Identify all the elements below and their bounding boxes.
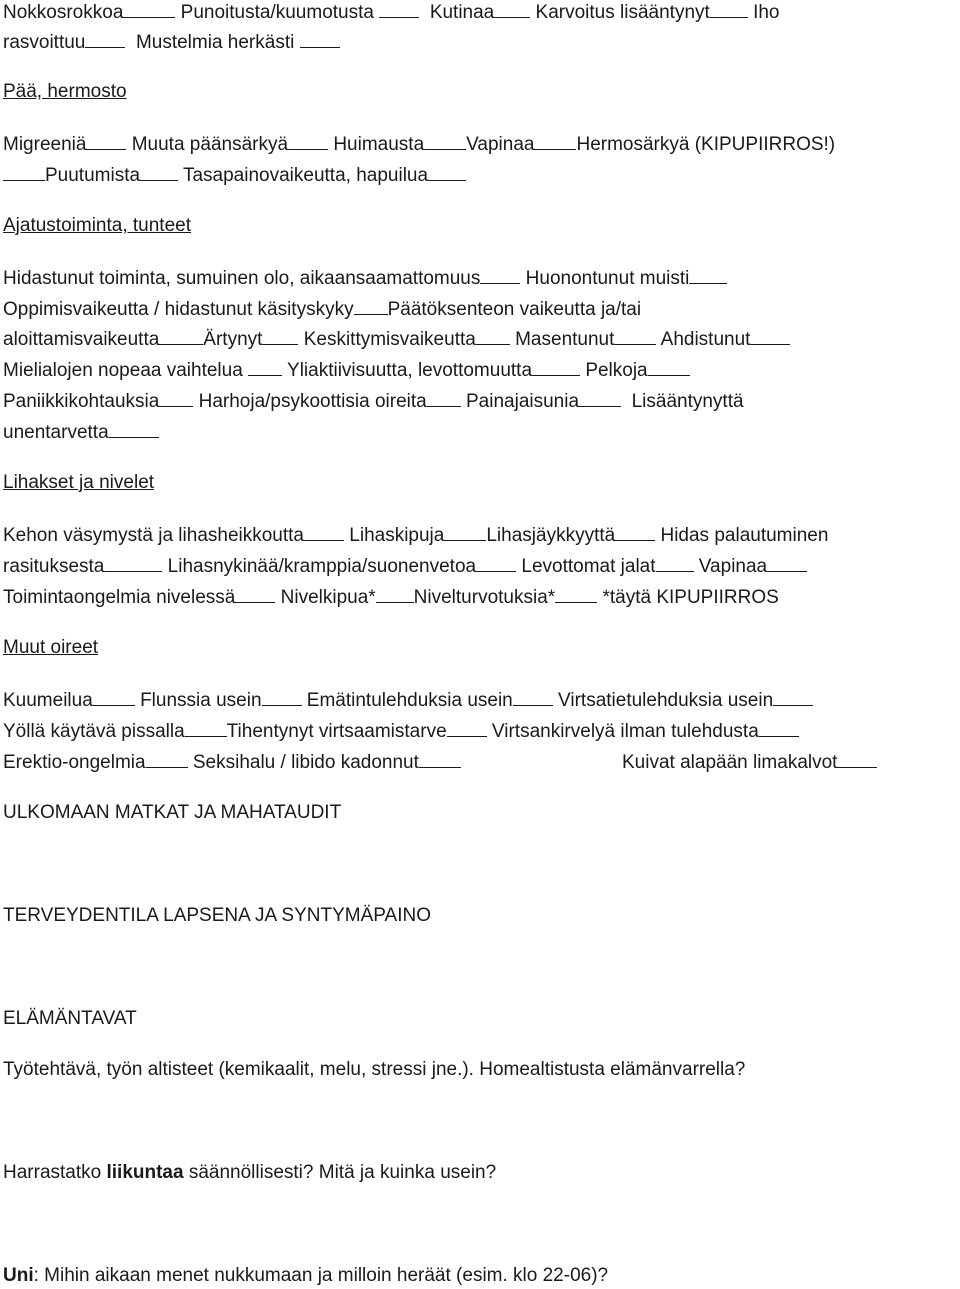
symptom-label: aloittamisvaikeutta — [3, 329, 160, 350]
answer-blank[interactable] — [427, 389, 461, 407]
answer-blank[interactable] — [444, 523, 486, 541]
form-line — [3, 327, 790, 351]
symptom-label: Hermosärkyä (KIPUPIIRROS!) — [576, 134, 836, 155]
question-text: Työtehtävä, työn altisteet (kemikaalit, melu, stressi jne.). Homealtistusta elämänvarrella? — [3, 1059, 746, 1080]
answer-blank[interactable] — [140, 163, 178, 181]
answer-blank[interactable] — [262, 327, 298, 345]
form-line — [3, 266, 727, 290]
symptom-label: Yöllä käytävä pissalla — [3, 721, 185, 742]
symptom-label: Migreeniä — [3, 134, 87, 155]
answer-blank[interactable] — [767, 554, 807, 572]
question-text — [3, 1161, 496, 1185]
answer-blank[interactable] — [235, 585, 275, 603]
symptom-label: Levottomat jalat — [521, 556, 656, 577]
symptom-label: Virtsankirvelyä ilman tulehdusta — [491, 721, 759, 742]
symptom-label: Seksihalu / libido kadonnut — [192, 752, 419, 773]
answer-blank[interactable] — [3, 163, 45, 181]
answer-blank[interactable] — [480, 266, 520, 284]
answer-blank[interactable] — [689, 266, 727, 284]
answer-blank[interactable] — [532, 358, 580, 376]
answer-blank[interactable] — [86, 132, 126, 150]
form-line — [3, 389, 744, 413]
answer-blank[interactable] — [354, 297, 388, 315]
answer-blank[interactable] — [304, 523, 344, 541]
question-keyword: Uni — [3, 1265, 34, 1286]
symptom-label: Emätintulehduksia usein — [306, 690, 513, 711]
symptom-label: Flunssia usein — [140, 690, 262, 711]
answer-blank[interactable] — [85, 30, 125, 48]
symptom-label: Harhoja/psykoottisia oireita — [198, 391, 427, 412]
answer-blank[interactable] — [837, 750, 877, 768]
question-text — [3, 1264, 608, 1288]
form-line — [3, 523, 828, 547]
form-line — [3, 420, 159, 444]
symptom-label: Lihasnykinää/kramppia/suonenvetoa — [167, 556, 477, 577]
answer-blank[interactable] — [185, 719, 227, 737]
answer-blank[interactable] — [419, 750, 461, 768]
form-line — [3, 750, 461, 774]
answer-blank[interactable] — [476, 554, 516, 572]
symptom-label: Tasapainovaikeutta, hapuilua — [182, 165, 429, 186]
answer-blank[interactable] — [534, 132, 576, 150]
symptom-label: Kuivat alapään limakalvot — [622, 752, 838, 773]
symptom-label: Mielialojen nopeaa vaihtelua — [3, 360, 243, 381]
symptom-label: Kehon väsymystä ja lihasheikkoutta — [3, 525, 304, 546]
answer-blank[interactable] — [494, 0, 530, 18]
form-line — [3, 297, 641, 321]
section-heading: TERVEYDENTILA LAPSENA JA SYNTYMÄPAINO — [3, 905, 431, 926]
symptom-label: Oppimisvaikeutta / hidastunut käsityskyky — [3, 299, 354, 320]
symptom-label: Yliaktiivisuutta, levottomuutta — [287, 360, 533, 381]
symptom-label: Muuta päänsärkyä — [131, 134, 289, 155]
symptom-label: Kuumeilua — [3, 690, 93, 711]
section-heading: Muut oireet — [3, 637, 99, 658]
symptom-label: Punoitusta/kuumotusta — [180, 2, 374, 23]
answer-blank[interactable] — [379, 0, 419, 18]
answer-blank[interactable] — [447, 719, 487, 737]
symptom-label: Painajaisunia — [466, 391, 580, 412]
answer-blank[interactable] — [615, 523, 655, 541]
symptom-label: Virtsatietulehduksia usein — [558, 690, 774, 711]
section-heading: Lihakset ja nivelet — [3, 472, 155, 493]
symptom-label: Toimintaongelmia nivelessä — [3, 587, 236, 608]
symptom-label: Ahdistunut — [660, 329, 751, 350]
answer-blank[interactable] — [555, 585, 597, 603]
symptom-label: Tihentynyt virtsaamistarve — [226, 721, 447, 742]
symptom-label: Erektio-ongelmia — [3, 752, 146, 773]
question-suffix: : Mihin aikaan menet nukkumaan ja milloin heräät (esim. klo 22-06)? — [33, 1265, 609, 1286]
section-heading: Pää, hermosto — [3, 81, 127, 102]
symptom-label: Lihaskipuja — [349, 525, 445, 546]
symptom-label: Mustelmia herkästi — [135, 32, 295, 53]
form-line — [3, 554, 807, 578]
symptom-label: Hidas palautuminen — [660, 525, 829, 546]
symptom-label: Vapinaa — [466, 134, 535, 155]
symptom-label: Paniikkikohtauksia — [3, 391, 160, 412]
answer-blank[interactable] — [248, 358, 282, 376]
symptom-label: Hidastunut toiminta, sumuinen olo, aikaansaamattomuus — [3, 268, 481, 289]
symptom-label: Nivelturvotuksia* — [413, 587, 556, 608]
answer-blank[interactable] — [750, 327, 790, 345]
form-line — [3, 0, 780, 24]
answer-blank[interactable] — [710, 0, 748, 18]
answer-blank[interactable] — [759, 719, 799, 737]
question-prefix: Harrastatko — [3, 1162, 107, 1183]
answer-blank[interactable] — [159, 389, 193, 407]
answer-blank[interactable] — [300, 30, 340, 48]
form-line — [622, 750, 877, 774]
answer-blank[interactable] — [614, 327, 656, 345]
answer-blank[interactable] — [513, 688, 553, 706]
question-keyword: liikuntaa — [106, 1162, 184, 1183]
symptom-label: rasvoittuu — [3, 32, 86, 53]
answer-blank[interactable] — [428, 163, 466, 181]
form-line — [3, 585, 779, 609]
answer-blank[interactable] — [424, 132, 466, 150]
answer-blank[interactable] — [579, 389, 621, 407]
section-heading: ULKOMAAN MATKAT JA MAHATAUDIT — [3, 802, 342, 823]
symptom-label: Lihasjäykkyyttä — [486, 525, 616, 546]
symptom-label: Puutumista — [45, 165, 141, 186]
form-line — [3, 30, 340, 54]
symptom-label: Ärtynyt — [203, 329, 263, 350]
answer-blank[interactable] — [159, 327, 203, 345]
symptom-label: Kutinaa — [429, 2, 495, 23]
answer-blank[interactable] — [476, 327, 510, 345]
answer-blank[interactable] — [146, 750, 188, 768]
symptom-label: Pelkoja — [585, 360, 648, 381]
section-heading: ELÄMÄNTAVAT — [3, 1008, 137, 1029]
note-text: *täytä KIPUPIIRROS — [602, 587, 779, 608]
symptom-label: unentarvetta — [3, 422, 109, 443]
answer-blank[interactable] — [93, 688, 135, 706]
answer-blank[interactable] — [773, 688, 813, 706]
symptom-label: Vapinaa — [698, 556, 768, 577]
symptom-label: Huonontunut muisti — [525, 268, 690, 289]
symptom-label: Nokkosrokkoa — [3, 2, 124, 23]
form-line — [3, 163, 466, 187]
form-line — [3, 358, 690, 382]
form-line — [3, 688, 813, 712]
symptom-label: Huimausta — [333, 134, 425, 155]
answer-blank[interactable] — [123, 0, 175, 18]
answer-blank[interactable] — [376, 585, 414, 603]
answer-blank[interactable] — [648, 358, 690, 376]
answer-blank[interactable] — [656, 554, 694, 572]
symptom-label: Iho — [753, 2, 780, 23]
answer-blank[interactable] — [104, 554, 162, 572]
symptom-label: Masentunut — [515, 329, 615, 350]
answer-blank[interactable] — [288, 132, 328, 150]
form-line — [3, 132, 835, 156]
symptom-label: Päätöksenteon vaikeutta ja/tai — [387, 299, 642, 320]
section-heading: Ajatustoiminta, tunteet — [3, 215, 191, 236]
form-line — [3, 719, 799, 743]
symptom-label: rasituksesta — [3, 556, 105, 577]
answer-blank[interactable] — [262, 688, 302, 706]
symptom-label: Keskittymisvaikeutta — [303, 329, 476, 350]
symptom-label: Nivelkipua* — [280, 587, 376, 608]
question-suffix: säännöllisesti? Mitä ja kuinka usein? — [183, 1162, 497, 1183]
answer-blank[interactable] — [109, 420, 159, 438]
symptom-label: Karvoitus lisääntynyt — [535, 2, 710, 23]
symptom-label: Lisääntynyttä — [631, 391, 744, 412]
